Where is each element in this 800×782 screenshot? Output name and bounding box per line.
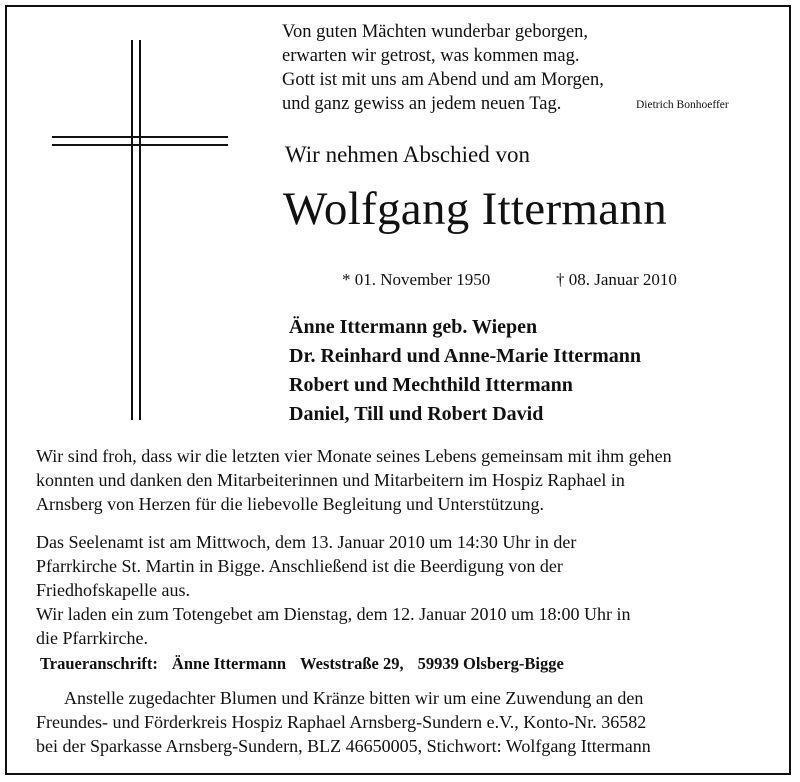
poem-line: Von guten Mächten wunderbar geborgen, xyxy=(282,22,589,42)
mourner-line: Änne Ittermann geb. Wiepen xyxy=(289,316,538,338)
address-label: Traueranschrift: xyxy=(40,654,158,673)
thanks-line: konnten und danken den Mitarbeiterinnen und Mitarbeitern im Hospiz Raphael in xyxy=(36,470,625,490)
donation-line: Freundes- und Förderkreis Hospiz Raphael Arnsberg-Sundern e.V., Konto-Nr. 36582 xyxy=(36,712,647,732)
poem-line: Gott ist mit uns am Abend und am Morgen, xyxy=(282,70,604,90)
mourner-line: Dr. Reinhard und Anne-Marie Ittermann xyxy=(289,345,642,367)
poem-line: und ganz gewiss an jedem neuen Tag. xyxy=(282,94,562,114)
service-line: die Pfarrkirche. xyxy=(36,628,148,648)
death-date: † 08. Januar 2010 xyxy=(556,270,677,289)
address-street: Weststraße 29, xyxy=(300,654,404,673)
donation-line: bei der Sparkasse Arnsberg-Sundern, BLZ 46650005, Stichwort: Wolfgang Ittermann xyxy=(36,736,651,756)
thanks-line: Arnsberg von Herzen für die liebevolle Begleitung und Unterstützung. xyxy=(36,494,545,514)
service-line: Friedhofskapelle aus. xyxy=(36,580,190,600)
birth-date: * 01. November 1950 xyxy=(342,270,491,289)
thanks-line: Wir sind froh, dass wir die letzten vier Monate seines Lebens gemeinsam mit ihm gehen xyxy=(36,446,672,466)
service-line: Wir laden ein zum Totengebet am Dienstag, dem 12. Januar 2010 um 18:00 Uhr in xyxy=(36,604,631,624)
deceased-name: Wolfgang Ittermann xyxy=(283,183,668,235)
poem-line: erwarten wir getrost, was kommen mag. xyxy=(282,46,580,66)
farewell-heading: Wir nehmen Abschied von xyxy=(285,142,530,167)
address-city: 59939 Olsberg-Bigge xyxy=(417,654,564,673)
mourning-address xyxy=(40,654,564,674)
poem-author: Dietrich Bonhoeffer xyxy=(636,99,729,111)
address-name: Änne Ittermann xyxy=(171,654,287,673)
service-line: Das Seelenamt ist am Mittwoch, dem 13. Januar 2010 um 14:30 Uhr in der xyxy=(36,532,577,552)
donation-line: Anstelle zugedachter Blumen und Kränze bitten wir um eine Zuwendung an den xyxy=(64,688,644,708)
cross-icon xyxy=(52,40,228,420)
mourner-line: Daniel, Till und Robert David xyxy=(289,403,544,425)
mourner-line: Robert und Mechthild Ittermann xyxy=(289,374,573,396)
service-line: Pfarrkirche St. Martin in Bigge. Anschließend ist die Beerdigung von der xyxy=(36,556,563,576)
